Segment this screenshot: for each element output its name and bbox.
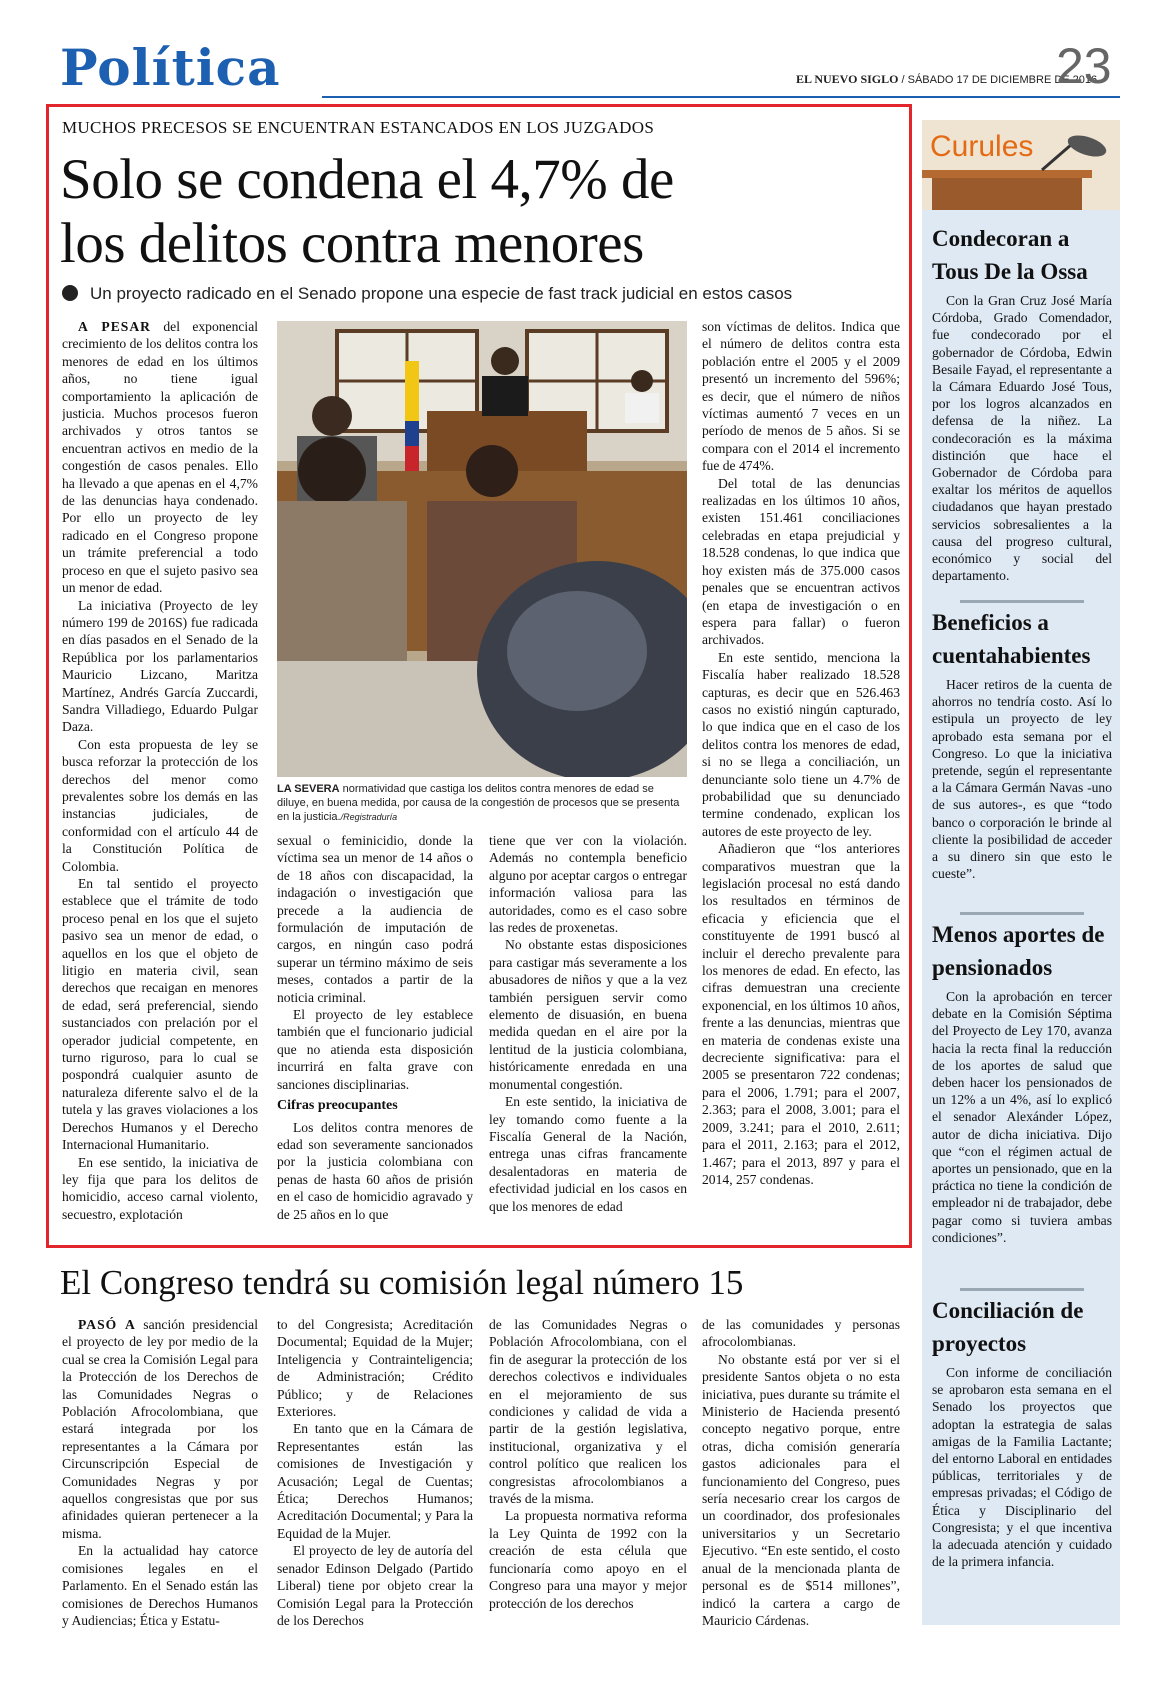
paragraph: En tal sentido el proyecto establece que el trámite de todo proceso penal en los que el sujeto pasivo sea un menor de edad, o aquellos en los que el objeto de litigio en materia civil, sean derechos que recaigan en menores de edad, será preferencial, siendo sustanciados con prelación por el operador judicial competente, en turno riguroso, para lo cual se pospondrá cualquier asunto de naturaleza diferente salvo el de la tutela y las graves violaciones a los Derechos Humanos y el Derecho Internacional Humanitario. <box>62 876 258 1153</box>
paragraph: En este sentido, la iniciativa de ley tomando como fuente a la Fiscalía General de la Nación, entrega unas cifras francamente desalentadoras en materia de efectividad judicial en los casos en que los menores de edad <box>489 1094 687 1214</box>
paragraph: sexual o feminicidio, donde la víctima sea un menor de 14 años o de 18 años con discapacidad, la indagación o investigación que precede a la audiencia de formulación de imputación de cargos, en ningún caso podrá superar un término máximo de seis meses, contados a partir de la noticia criminal. <box>277 833 473 1005</box>
paragraph: Del total de las denuncias realizadas en los últimos 10 años, existen 151.461 conciliaciones celebradas en etapa prejudicial y 18.528 condenas, lo que indica que hoy existen más de 375.000 casos penales que se encuentran activos (en etapa de investigación o en espera para fallar) o fueron archivados. <box>702 475 900 648</box>
paragraph: to del Congresista; Acreditación Documental; Equidad de la Mujer; Inteligencia y Contrainteligencia; de Administración; Crédito Público; y de Relaciones Exteriores. <box>277 1317 473 1420</box>
story-subhead <box>62 284 902 304</box>
sidebar-item <box>932 918 1112 1246</box>
masthead-name: EL NUEVO SIGLO <box>796 72 899 86</box>
paragraph: El proyecto de ley de autoría del senador Edinson Delgado (Partido Liberal) tiene por objeto crear la Comisión Legal para la Protección de los Derechos <box>277 1543 473 1628</box>
curules-label: Curules <box>930 130 1034 163</box>
paragraph: Con informe de conciliación se aprobaron esta semana en el Senado los proyectos que adoptan la estrategia de salas amigas de la Familia Lactante; del entorno Laboral en entidades públicas, territoriales y de empresas privadas; el Código de Ética y Disciplinario del Congresista; y el que incentiva la adecuada atención y cuidado de la primera infancia. <box>932 1365 1112 1570</box>
story-kicker: MUCHOS PRECESOS SE ENCUENTRAN ESTANCADOS EN LOS JUZGADOS <box>62 118 655 137</box>
paragraph: En tanto que en la Cámara de Representantes están las comisiones de Investigación y Acusación; Legal de Cuentas; Ética; Derechos Humanos; Acreditación Documental; y Para la Equidad de la Mujer. <box>277 1421 473 1541</box>
lead-in: PASÓ A <box>78 1317 136 1332</box>
paragraph: Añadieron que “los anteriores comparativos muestran que la legislación procesal no está dando los resultados en términos de eficacia y eficiencia que el constituyente de 1991 buscó al incluir el derecho prevalente para los menores de edad. En efecto, las cifras demuestran una creciente exponencial, en los últimos 10 años, frente a las denuncias, mientras que en materia de condenas existe una decreciente significativa: para el 2005 se presentaron 722 condenas; para el 2006, 1.791; para el 2007, 2.363; para el 2008, 3.001; para el 2009, 3.241; para el 2010, 2.611; para el 2011, 2.163; para el 2012, 1.467; para el 2013, 897 y para el 2014, 257 condenas. <box>702 841 900 1187</box>
second-column-1 <box>62 1316 258 1628</box>
photo-caption <box>277 782 687 824</box>
paragraph: Los delitos contra menores de edad son severamente sancionados por la justicia colombiana con penas de hasta 60 años de prisión en el caso de homicidio agravado y de 25 años en lo que <box>277 1119 473 1222</box>
paragraph-text: sanción presidencial el proyecto de ley por medio de la cual se crea la Comisión Legal para la Protección de los Derechos de las Comunidades Negras o Población Afrocolombiana, que estará integrada por los representantes a la Cámara por Circunscripción Especial de Comunidades Negras y por aquellos congresistas que por sus afinidades quieran pertenecer a la misma. <box>62 1317 258 1541</box>
sidebar-item-body <box>932 1364 1112 1570</box>
sidebar-item-title: Condecoran a Tous De la Ossa <box>932 226 1088 284</box>
header-rule <box>322 96 1120 98</box>
sidebar-item-title: Menos aportes de pensionados <box>932 922 1105 980</box>
main-column-3 <box>489 832 687 1240</box>
second-column-4 <box>702 1316 900 1628</box>
sidebar-item-title: Beneficios a cuentahabientes <box>932 610 1091 668</box>
photo-credit: /Registraduría <box>340 812 398 822</box>
paragraph: de las Comunidades Negras o Población Afrocolombiana, con el fin de asegurar la protección de los derechos colectivos e individuales en el mejoramiento de sus condiciones y calidad de vida a partir de la gestión legislativa, institucional, organizativa y el control político que realicen los congresistas afrocolombianos a través de la misma. <box>489 1317 687 1507</box>
bullet-icon <box>62 285 78 301</box>
paragraph: tiene que ver con la violación. Además no contempla beneficio alguno por aceptar cargos o entregar información valiosa para las autoridades, como es el caso sobre las redes de proxenetas. <box>489 833 687 936</box>
story-headline <box>60 148 900 276</box>
masthead <box>796 72 1097 87</box>
paragraph: Con la Gran Cruz José María Córdoba, Grado Comendador, fue condecorado por el gobernador de Córdoba, Edwin Besaile Fayad, el representante a la Cámara Eduardo José Tous, por los logros alcanzados en defensa de la niñez. La condecoración es la máxima distinción que hace el Gobernador de Córdoba para exaltar los méritos de aquellos ciudadanos que hayan prestado servicios sobresalientes a la causa del progreso cultural, económico y social del departamento. <box>932 293 1112 584</box>
paragraph: En este sentido, menciona la Fiscalía haber realizado 18.528 capturas, es decir que en 526.463 casos no existió ningún capturado, lo que indica que en el caso de los delitos contra los menores de edad, si no se llega a conciliación, un denunciante solo tiene un 4.7% de probabilidad que su denunciado termine condenado, explican los autores de este proyecto de ley. <box>702 649 900 839</box>
masthead-date: / SÁBADO 17 DE DICIEMBRE DE 2016 <box>898 74 1098 86</box>
paragraph: Con la aprobación en tercer debate en la Comisión Séptima del Proyecto de Ley 170, avanza hacia la recta final la reducción de los aportes de salud que deben hacer los pensionados de un 12% a un 4%, así lo explicó el senador Alexánder López, autor de dicha iniciativa. Dijo que “con el régimen actual de aportes un pensionado, que en la práctica no tiene la condición de empleador ni de trabajador, debe pagar como si tuviera ambas condiciones”. <box>932 989 1112 1245</box>
second-column-2 <box>277 1316 473 1628</box>
sidebar-item-body <box>932 676 1112 882</box>
sidebar-item <box>932 1294 1112 1570</box>
paragraph: El proyecto de ley establece también que el funcionario judicial que no atienda esta disposición incurrirá en falta grave con sanciones disciplinarias. <box>277 1007 473 1092</box>
paragraph: de las comunidades y personas afrocolombianas. <box>702 1317 900 1350</box>
paragraph: La propuesta normativa reforma la Ley Quinta de 1992 con la creación de esta célula que funcionaría como apoyo en el Congreso para una mayor y mejor protección de los derechos <box>489 1508 687 1611</box>
sidebar-item-body <box>932 988 1112 1246</box>
sidebar-divider <box>960 600 1084 603</box>
caption-text: normatividad que castiga los delitos contra menores de edad se diluye, en buena medida, por causa de la congestión de procesos que se presenta en la justicia. <box>277 783 680 823</box>
headline-line-1: Solo se condena el 4,7% de <box>60 148 674 211</box>
caption-lead: LA SEVERA <box>277 783 340 795</box>
paragraph <box>62 318 258 597</box>
paragraph-text: del exponencial crecimiento de los delitos contra los menores de edad en los últimos años, no tiene igual comportamiento la aplicación de justicia. Muchos procesos fueron archivados y otros tantos se encuentran activos en medio de la congestión de casos penales. Ello ha llevado a que apenas en el 4,7% de las denuncias haya condenado. Por ello un proyecto de ley radicado en el Congreso propone un trámite preferencial a todo proceso en que el sujeto pasivo sea un menor de edad. <box>62 319 258 596</box>
paragraph: No obstante está por ver si el presidente Santos objeta o no esta iniciativa, pues durante su trámite el Ministerio de Hacienda presentó concepto negativo porque, entre otras, dicha comisión generaría gastos adicionales para el funcionamiento del Congreso, pues sería necesario crear los cargos de un coordinador, dos profesionales universitarios y un Secretario Ejecutivo. “En este sentido, el costo anual de la mencionada planta de personal es de $514 millones”, indicó la cartera a cargo de Mauricio Cárdenas. <box>702 1351 900 1628</box>
subsection-heading: Cifras preocupantes <box>277 1098 398 1114</box>
section-title: Política <box>60 38 281 97</box>
sidebar-divider <box>960 1288 1084 1291</box>
sidebar-item <box>932 606 1112 882</box>
sidebar-item-body <box>932 292 1112 584</box>
courtroom-photo <box>277 321 687 777</box>
paragraph: son víctimas de delitos. Indica que el número de delitos contra esta población entre el 2005 y el 2009 presentó un incremento del 596%; es decir, que el número de niños víctimas aumentó 7 veces en un período de menos de 5 años. Si se compara con el 2014 el incremento fue de 474%. <box>702 319 900 474</box>
sidebar-item-title: Conciliación de proyectos <box>932 1298 1084 1356</box>
page-number: 23 <box>1056 38 1112 94</box>
second-column-3 <box>489 1316 687 1628</box>
headline-line-2: los delitos contra menores <box>60 212 644 275</box>
paragraph <box>62 1316 258 1542</box>
paragraph: En la actualidad hay catorce comisiones legales en el Parlamento. En el Senado están las comisiones de Derechos Humanos y Audiencias; Ética y Estatu- <box>62 1543 258 1628</box>
main-column-1 <box>62 318 258 1240</box>
paragraph: No obstante estas disposiciones para castigar más severamente a los abusadores de niños y que a la vez también persiguen servir como elemento de disuasión, en buena medida quedan en el aire por la lentitud de la justicia colombiana, históricamente enredada en una monumental congestión. <box>489 937 687 1092</box>
second-story-headline: El Congreso tendrá su comisión legal número 15 <box>60 1263 744 1302</box>
paragraph: La iniciativa (Proyecto de ley número 199 de 2016S) fue radicada en días pasados en el Senado de la República por los parlamentarios Mauricio Lizcano, Maritza Martínez, Andrés García Zuccardi, Sandra Villadiego, Eduardo Pulgar Daza. <box>62 597 258 735</box>
main-column-4 <box>702 318 900 1240</box>
paragraph: Hacer retiros de la cuenta de ahorros no tendría costo. Así lo estipula un proyecto de ley aprobado esta semana por el Congreso. Lo que la iniciativa pretende, según el representante a la Cámara Germán Navas -uno de sus autores-, es que “todo banco o corporación le brinde al cliente la posibilidad de acceder a su dinero sin que esto le cueste”. <box>932 677 1112 882</box>
sidebar-divider <box>960 912 1084 915</box>
main-column-2 <box>277 832 473 1240</box>
paragraph: Con esta propuesta de ley se busca reforzar la protección de los derechos del menor como prevalentes sobre los demás en las instancias judiciales, de conformidad con el artículo 44 de la Constitución Política de Colombia. <box>62 736 258 874</box>
subhead-text: Un proyecto radicado en el Senado propone una especie de fast track judicial en estos casos <box>90 284 793 303</box>
courtroom-photo-image <box>277 321 687 777</box>
lead-in: A PESAR <box>78 319 151 334</box>
paragraph: En ese sentido, la iniciativa de ley fija que para los delitos de homicidio, acceso carnal violento, secuestro, explotación <box>62 1154 258 1222</box>
sidebar-item <box>932 222 1112 584</box>
